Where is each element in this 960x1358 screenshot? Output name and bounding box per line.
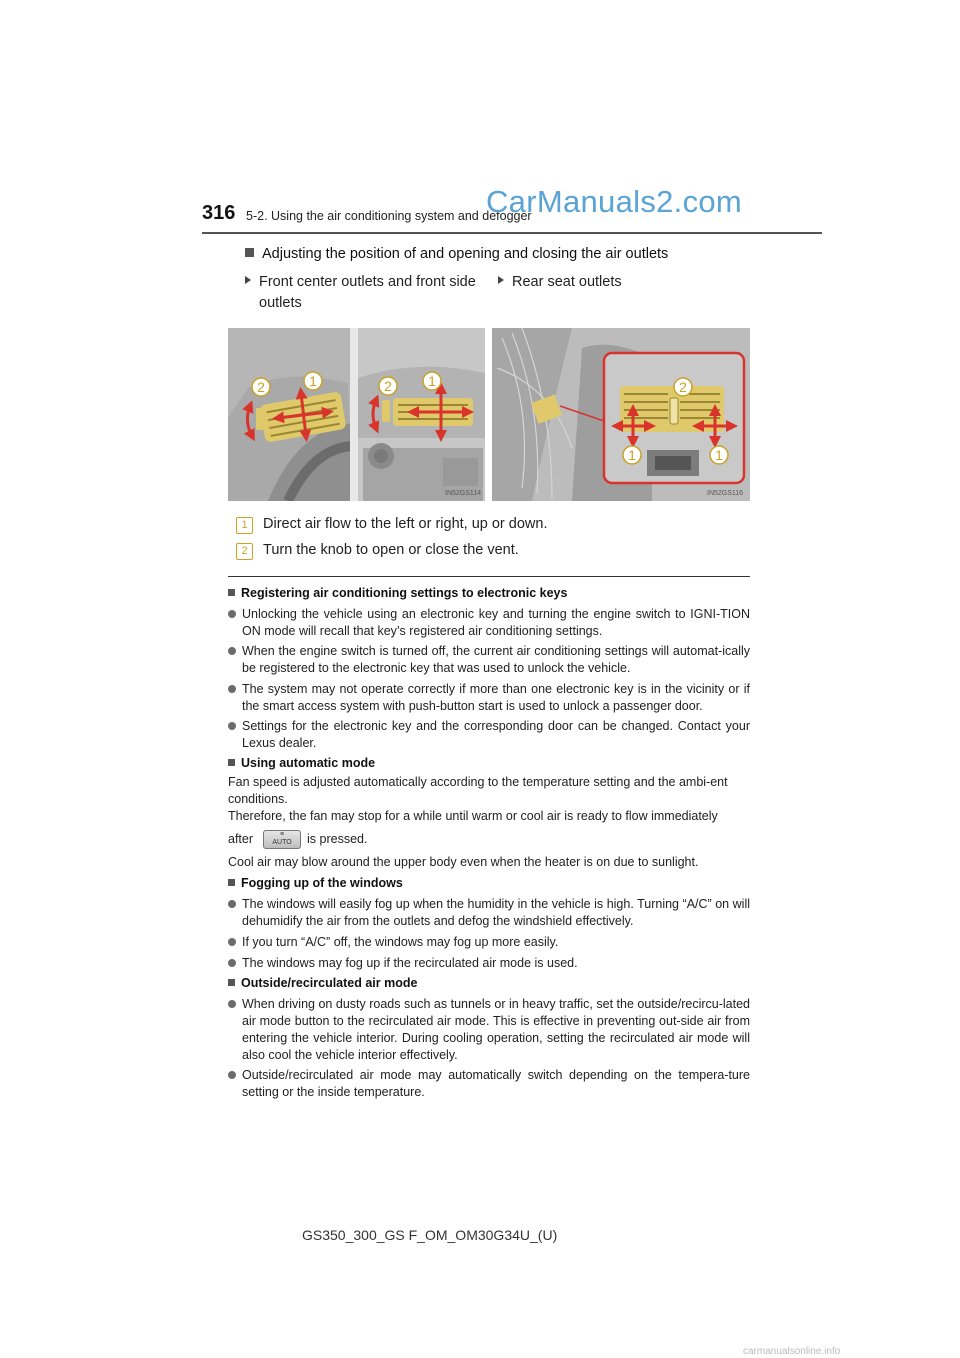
bullet-dot-icon (228, 722, 236, 730)
page-number: 316 (202, 202, 236, 224)
paragraph: Fan speed is adjusted automatically according to the temperature setting and the ambi-ent conditions. (228, 775, 728, 806)
paragraph-auto-button (228, 830, 367, 849)
list-item (228, 681, 750, 715)
auto-button-label: AUTO (272, 839, 292, 846)
callout-1: 1 (628, 447, 636, 463)
legend-text: Turn the knob to open or close the vent. (263, 542, 519, 558)
chapter-title: 5-2. Using the air conditioning system and defogger (246, 209, 532, 223)
callout-1: 1 (309, 373, 317, 389)
bullet-text: The windows will easily fog up when the humidity in the vehicle is high. Turning “A/C” on will dehumidify the air from the outlets and defog the windshield effectively. (242, 897, 750, 928)
bullet-text: Outside/recirculated air mode may automatically switch depending on the tempera-ture setting or the inside temperature. (242, 1068, 750, 1099)
list-item (228, 896, 750, 930)
note-heading-fogging (228, 876, 403, 890)
paragraph: Cool air may blow around the upper body even when the heater is on due to sunlight. (228, 855, 699, 869)
bullet-dot-icon (228, 900, 236, 908)
bullet-dot-icon (228, 938, 236, 946)
list-item (228, 643, 750, 677)
subheading-rear-text: Rear seat outlets (512, 274, 622, 290)
square-bullet-icon (228, 589, 235, 596)
watermark-top: CarManuals2.com (486, 184, 743, 219)
bullet-text: Unlocking the vehicle using an electronic key and turning the engine switch to IGNI-TION ON mode will recall that key’s registered air conditioning settings. (242, 607, 750, 638)
number-badge-icon: 2 (236, 543, 253, 560)
bullet-text: When driving on dusty roads such as tunnels or in heavy traffic, set the outside/recircu-lated air mode button to the recirculated air mode. This is effective in preventing out-side air from entering the vehicle interior. During cooling operation, setting the recirculated air mode will also cool the vehicle interior effectively. (242, 997, 750, 1062)
bullet-text: The system may not operate correctly if more than one electronic key is in the vicinity or if the smart access system with push-button start is used to unlock a passenger door. (242, 682, 750, 713)
list-item (228, 996, 750, 1064)
front-vents-illustration (228, 328, 485, 501)
auto-button-icon: ≡ AUTO (263, 830, 301, 849)
callout-1: 1 (715, 447, 723, 463)
list-item (228, 606, 750, 640)
legend-text: Direct air flow to the left or right, up or down. (263, 516, 548, 532)
list-item (228, 934, 750, 951)
bullet-text: The windows may fog up if the recirculated air mode is used. (242, 956, 578, 970)
figure-code-left: IN52GS114 (445, 490, 482, 497)
triangle-bullet-icon (245, 276, 251, 284)
watermark-bottom: carmanualsonline.info (743, 1346, 841, 1357)
note-title: Registering air conditioning settings to electronic keys (241, 586, 568, 600)
subheading-rear (498, 272, 622, 293)
bullet-dot-icon (228, 647, 236, 655)
bullet-dot-icon (228, 1071, 236, 1079)
note-title: Outside/recirculated air mode (241, 976, 418, 990)
callout-2: 2 (679, 379, 687, 395)
triangle-bullet-icon (498, 276, 504, 284)
bullet-dot-icon (228, 959, 236, 967)
bullet-dot-icon (228, 1000, 236, 1008)
subheading-front-line1: Front center outlets and front side (259, 274, 476, 290)
paragraph: Therefore, the fan may stop for a while until warm or cool air is ready to flow immediately (228, 809, 718, 823)
square-bullet-icon (228, 759, 235, 766)
bullet-dot-icon (228, 685, 236, 693)
section-rule (228, 576, 750, 577)
bullet-text: If you turn “A/C” off, the windows may fog up more easily. (242, 935, 559, 949)
note-title: Using automatic mode (241, 756, 376, 770)
number-badge-icon: 1 (236, 517, 253, 534)
square-bullet-icon (245, 248, 254, 257)
callout-2: 2 (257, 379, 265, 395)
bullet-text: When the engine switch is turned off, the current air conditioning settings will automat-ically be registered to the electronic key that was used to unlock the vehicle. (242, 644, 750, 675)
note-heading-electronic-keys (228, 586, 567, 600)
square-bullet-icon (228, 879, 235, 886)
subheading-front-line2: outlets (259, 295, 302, 311)
legend-item-2 (236, 542, 519, 560)
header-rule (202, 232, 822, 234)
bullet-text: Settings for the electronic key and the corresponding door can be changed. Contact your Lexus dealer. (242, 719, 750, 750)
section-title: Adjusting the position of and opening and closing the air outlets (262, 246, 669, 262)
note-title: Fogging up of the windows (241, 876, 403, 890)
legend-item-1 (236, 516, 548, 534)
note-heading-outside-recirculated (228, 976, 417, 990)
rear-vents-illustration (492, 328, 750, 501)
footer-code: GS350_300_GS F_OM_OM30G34U_(U) (302, 1227, 558, 1243)
subheading-front (245, 272, 476, 314)
paragraph-text: after (228, 831, 254, 846)
bullet-dot-icon (228, 610, 236, 618)
callout-2: 2 (384, 378, 392, 394)
section-heading (245, 246, 668, 262)
paragraph-text: is pressed. (307, 831, 368, 846)
square-bullet-icon (228, 979, 235, 986)
list-item (228, 1067, 750, 1101)
list-item (228, 718, 750, 752)
note-heading-automatic-mode (228, 756, 375, 770)
figure-code-right: IN52GS116 (707, 490, 744, 497)
callout-1: 1 (428, 373, 436, 389)
list-item (228, 955, 750, 972)
